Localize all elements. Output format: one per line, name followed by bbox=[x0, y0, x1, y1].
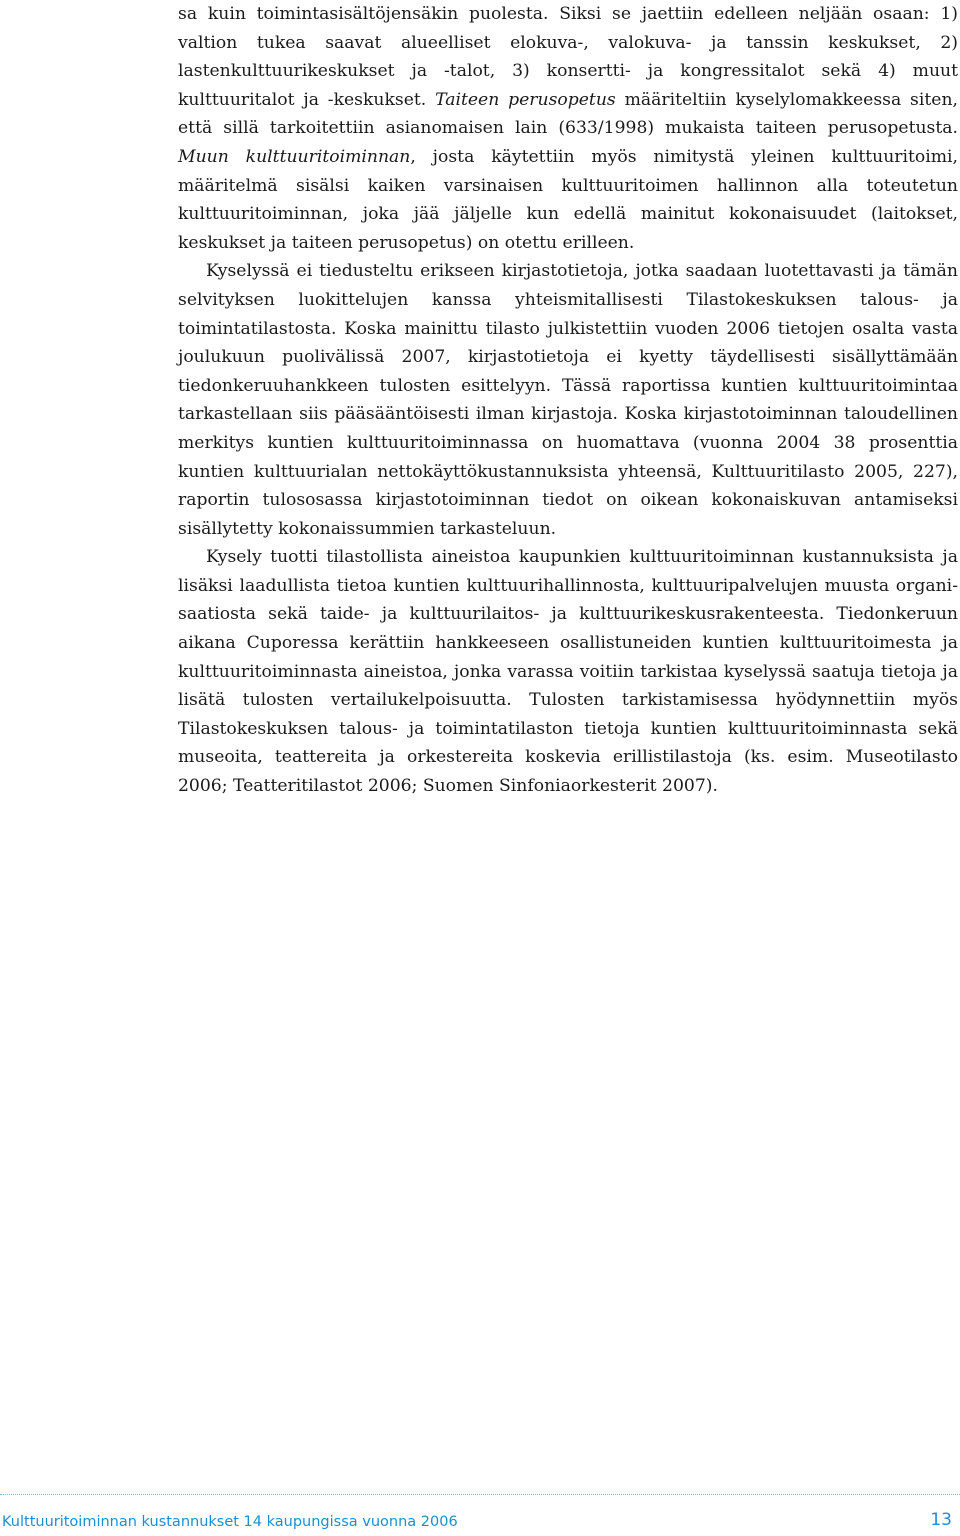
term-muun-kulttuuritoiminnan: Muun kulttuuritoiminnan bbox=[178, 146, 411, 167]
body-text bbox=[178, 0, 958, 801]
paragraph-2: Kyselyssä ei tiedusteltu erikseen kirjastotietoja, jotka saadaan luotettavasti ja tämän selvityksen luokittelujen kanssa yhteismitallisesti Tilastokeskuksen talous- ja toimintatilastosta. Koska mainittu tilasto julkistettiin vuoden 2006 tietojen osalta vasta joulukuun puolivälissä 2007, kirjastotietoja ei kyetty täydellisesti sisällyttämään tiedonkeruuhankkeen tulosten esittelyyn. Tässä raportissa kuntien kulttuuritoimintaa tarkastellaan siis pääsääntöisesti ilman kirjastoja. Koska kirjastotoiminnan taloudellinen merkitys kuntien kulttuuritoiminnassa on huomattava (vuonna 2004 38 prosenttia kuntien kulttuurialan nettokäyttökustannuksista yhteensä, Kulttuuritilasto 2005, 227), raportin tulososassa kirjastotoiminnan tiedot on oikean kokonaiskuvan antamiseksi sisällytetty kokonaissummien tarkasteluun. bbox=[178, 261, 958, 539]
term-taiteen-perusopetus: Taiteen perusopetus bbox=[435, 89, 616, 110]
paragraph-3: Kysely tuotti tilastollista aineistoa kaupunkien kulttuuritoiminnan kustannuksista ja lisäksi laadullista tietoa kuntien kulttuurihallinnosta, kulttuuripalvelujen muusta organisaatiosta sekä taide- ja kulttuurilaitos- ja kulttuurikeskusrakenteesta. Tiedonkeruun aikana Cuporessa kerättiin hankkeeseen osallistuneiden kuntien kulttuuritoimesta ja kulttuuritoiminnasta aineistoa, jonka varassa voitiin tarkistaa kyselyssä saatuja tietoja ja lisätä tulosten vertailukelpoisuutta. Tulosten tarkistamisessa hyödynnettiin myös Tilastokeskuksen talous- ja toimintatilaston tietoja kuntien kulttuuritoiminnasta sekä museoita, teattereita ja orkestereita koskevia erillistilastoja (ks. esim. Museotilasto 2006; Teatteritilastot 2006; Suomen Sinfoniaorkesterit 2007). bbox=[178, 547, 958, 797]
paragraph-1-text-c: , josta käytettiin myös nimitystä yleinen kulttuuritoimi, määritelmä sisälsi kaiken varsinaisen kulttuuritoimen hallinnon alla toteutetun kulttuuritoiminnan, joka jää jäljelle kun edellä mainitut kokonaisuudet (laitokset, keskukset ja taiteen perusopetus) on otettu erilleen. bbox=[178, 146, 959, 253]
footer-title: Kulttuuritoiminnan kustannukset 14 kaupungissa vuonna 2006 bbox=[2, 1514, 458, 1530]
paragraph-1-text-b: määriteltiin kyselylomakkeessa siten, että sillä tarkoitettiin asianomaisen lain (633/1998) mukaista taiteen perusopetusta. bbox=[178, 89, 958, 139]
paragraph-1-text-a: sa kuin toimintasisältöjensäkin puolesta. Siksi se jaettiin edelleen neljään osaan: 1) valtion tukea saavat alueelliset elokuva-, valokuva- ja tanssin keskukset, 2) lastenkulttuurikeskukset ja -talot, 3) konsertti- ja kongressitalot sekä 4) muut kulttuuritalot ja -keskukset. bbox=[178, 4, 958, 110]
footer-divider bbox=[0, 1494, 960, 1495]
page-number: 13 bbox=[930, 1510, 952, 1530]
paragraph-1 bbox=[178, 0, 958, 257]
